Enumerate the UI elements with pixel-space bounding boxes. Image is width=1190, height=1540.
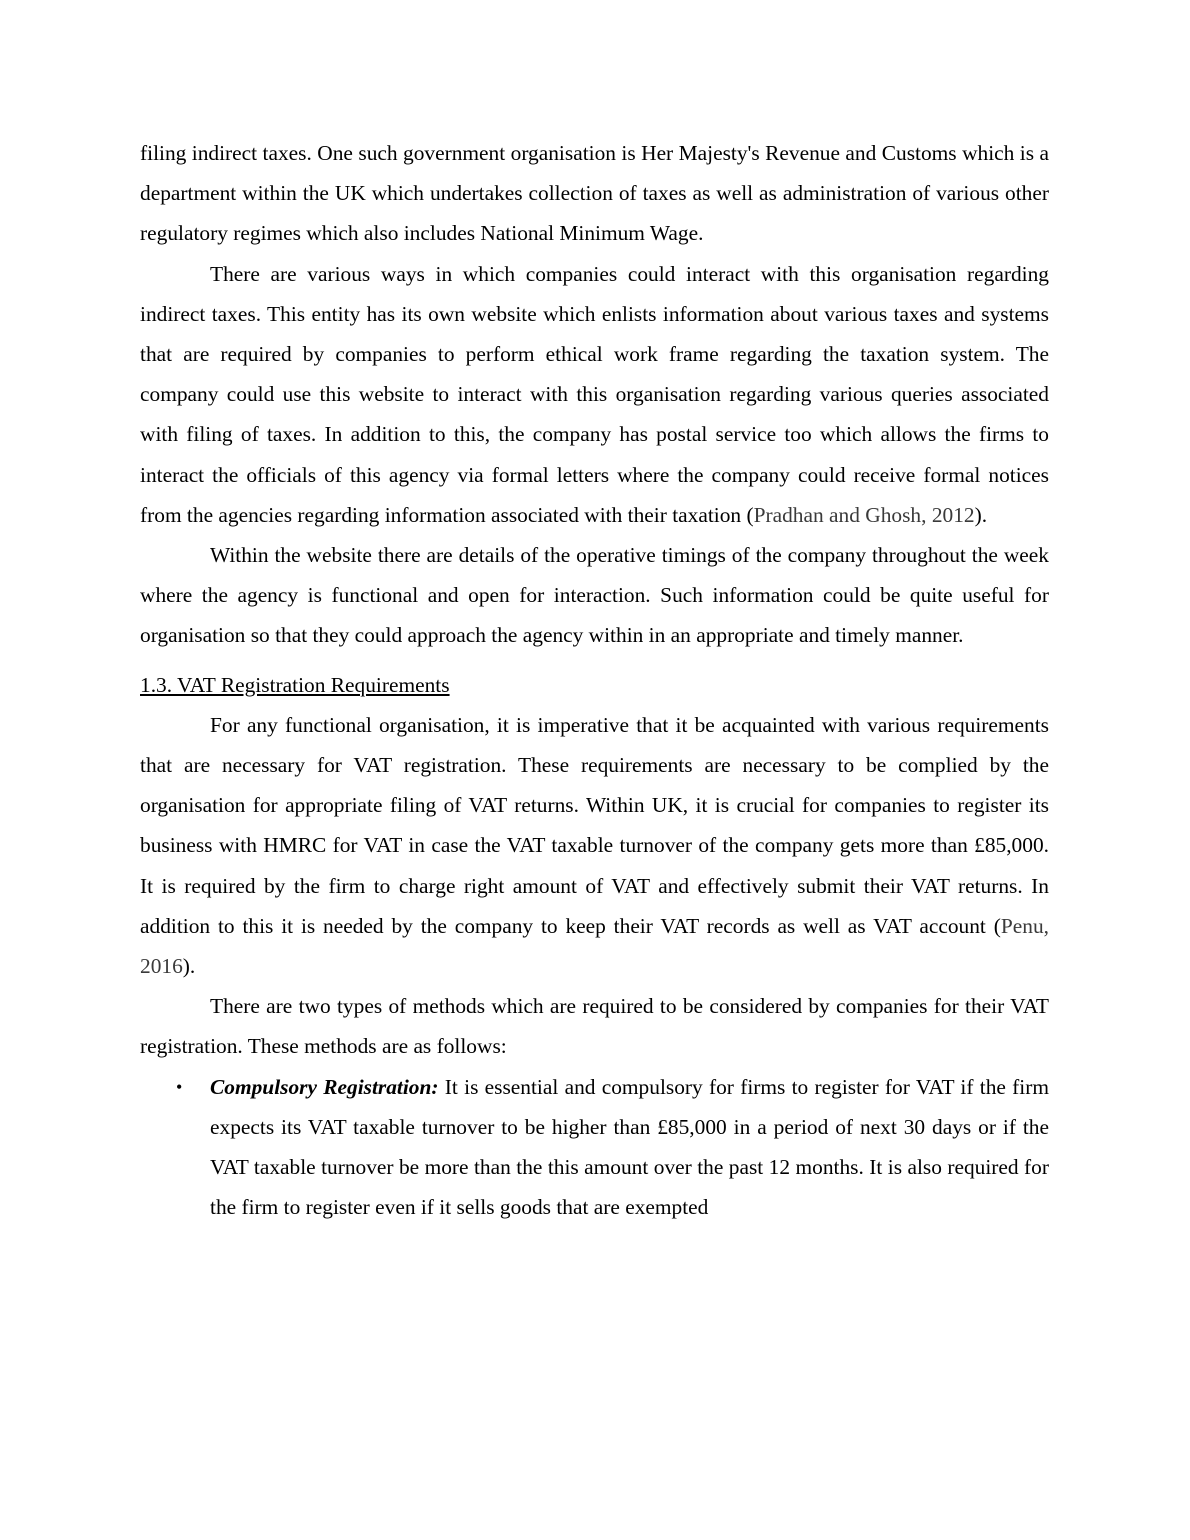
bullet-text: It is essential and compulsory for firms to register for VAT if the firm expects its VAT taxable turnover to be higher than £85,000 in a period of next 30 days or if the VAT taxable turnover be more than the this amount over the past 12 months. It is also required for the firm to register even if it sells goods that are exempted [210,1074,1049,1220]
paragraph-interaction-ways [140,254,1049,535]
citation-penu: Penu, 2016 [140,913,1049,979]
citation-pradhan-ghosh: Pradhan and Ghosh, 2012 [753,502,975,527]
paragraph-end: ). [974,502,988,527]
paragraph-end: ). [182,954,196,979]
document-body [140,133,1049,1227]
section-heading-vat-registration: 1.3. VAT Registration Requirements [140,672,450,697]
paragraph-text: For any functional organisation, it is imperative that it be acquainted with various requirements that are necessary for VAT registration. These requirements are necessary to be complied by the organisation for appropriate filing of VAT returns. Within UK, it is crucial for companies to register its business with HMRC for VAT in case the VAT taxable turnover of the company gets more than £85,000. It is required by the firm to charge right amount of VAT and effectively submit their VAT returns. In addition to this it is needed by the company to keep their VAT records as well as VAT account ( [140,712,1049,938]
bullet-icon: • [176,1076,183,1097]
paragraph-registration-methods: There are two types of methods which are required to be considered by companies for their VAT registration. These methods are as follows: [140,994,1049,1059]
paragraph-hmrc-intro: filing indirect taxes. One such government organisation is Her Majesty's Revenue and Customs which is a department within the UK which undertakes collection of taxes as well as administration of various other regulatory regimes which also includes National Minimum Wage. [140,141,1049,246]
bullet-term: Compulsory Registration: [210,1074,439,1099]
list-item-compulsory-registration [140,1067,1049,1228]
paragraph-vat-requirements [140,705,1049,986]
paragraph-text: There are various ways in which companies could interact with this organisation regarding indirect taxes. This entity has its own website which enlists information about various taxes and systems that are required by companies to perform ethical work frame regarding the taxation system. The company could use this website to interact with this organisation regarding various queries associated with filing of taxes. In addition to this, the company has postal service too which allows the firms to interact the officials of this agency via formal letters where the company could receive formal notices from the agencies regarding information associated with their taxation ( [140,261,1049,527]
paragraph-website-timings: Within the website there are details of the operative timings of the company throughout the week where the agency is functional and open for interaction. Such information could be quite useful for organisation so that they could approach the agency within in an appropriate and timely manner. [140,543,1049,648]
registration-methods-list [140,1067,1049,1228]
